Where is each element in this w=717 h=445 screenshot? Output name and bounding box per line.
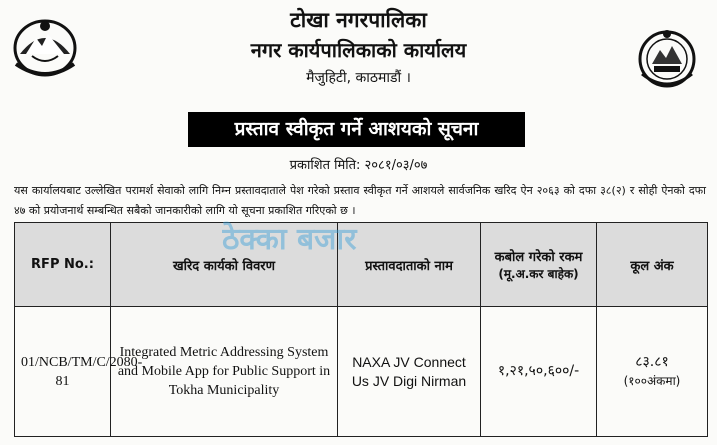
- header-amount: [481, 223, 597, 307]
- notice-title-banner: प्रस्ताव स्वीकृत गर्ने आशयको सूचना: [188, 112, 525, 147]
- table-header-row: [15, 223, 708, 307]
- municipality-name: टोखा नगरपालिका: [290, 8, 427, 32]
- cell-score: [597, 307, 708, 437]
- header-bidder: प्रस्तावदाताको नाम: [338, 223, 481, 307]
- header-score: कूल अंक: [597, 223, 708, 307]
- watermark-text: ठेक्का बजार: [222, 222, 357, 257]
- table-row: [15, 307, 708, 437]
- score-value: ८३.८१: [635, 353, 669, 370]
- score-note: (१००अंकमा): [623, 373, 681, 388]
- cell-bidder: NAXA JV Connect Us JV Digi Nirman: [338, 307, 481, 437]
- published-date: प्रकाशित मिति: २०८१/०३/०७: [289, 158, 428, 173]
- header-amount-note: (मू.अ.कर बाहेक): [498, 267, 579, 281]
- cell-description: Integrated Metric Addressing System and Mobile App for Public Support in Tokha Municipality: [111, 307, 338, 437]
- intro-paragraph: यस कार्यालयबाट उल्लेखित परामर्श सेवाको लागि निम्न प्रस्तावदाताले पेश गरेको प्रस्ताव स्वीकृत गर्ने आशयले सार्वजनिक खरिद ऐन २०६३ को दफा ३८(२) र सोही ऐनको दफा ४७ को प्रयोजनार्थ सम्बन्धित सबैको जानकारीको लागि यो सूचना प्रकाशित गरिएको छ ।: [14, 184, 706, 217]
- office-name: नगर कार्यपालिकाको कार्यालय: [250, 38, 467, 62]
- notice-table: [14, 222, 708, 437]
- header-description: खरिद कार्यको विवरण: [111, 223, 338, 307]
- header-amount-label: कबोल गरेको रकम: [494, 250, 583, 265]
- cell-amount: १,२१,५०,६००/-: [481, 307, 597, 437]
- header-rfp: RFP No.:: [15, 223, 111, 307]
- cell-rfp: 01/NCB/TM/C/2080-81: [15, 307, 111, 437]
- office-address: मैजुहिटी, काठमाडौं ।: [306, 70, 411, 86]
